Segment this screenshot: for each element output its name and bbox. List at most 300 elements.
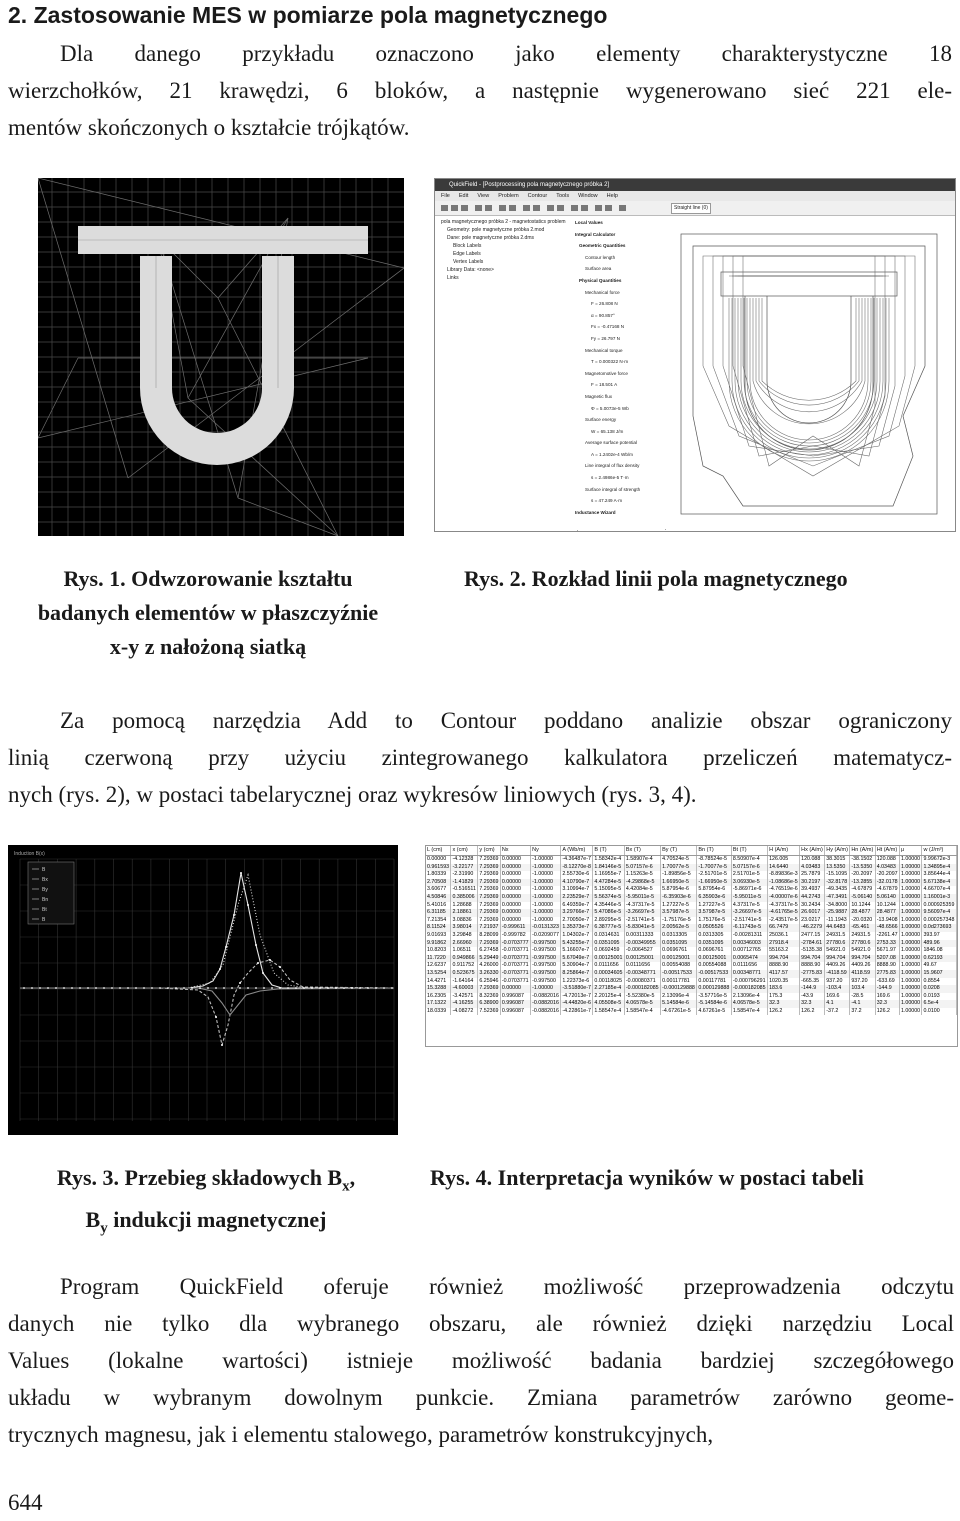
paragraph-line: mentów skończonych o kształcie trójkątów. [8,115,410,140]
menu-window[interactable]: Window [578,193,598,199]
table-cell: 7.29369 [479,878,499,885]
section-heading: 2. Zastosowanie MES w pomiarze pola magnetycznego [8,2,608,28]
table-cell: 7.29369 [479,856,499,862]
table-cell: 1.35373e-7 [561,924,593,932]
table-cell: -0.000182085 [624,985,660,993]
figure-2-quickfield-window [434,178,956,532]
table-header-cell: Hx (A/m) [800,846,825,856]
table-cell: -1.00000 [531,856,561,864]
tree-item[interactable]: pola magnetycznego próbka 2 - magnetostatics problem [441,219,566,225]
tree-item[interactable]: Links [447,275,459,281]
legend-entry: Bt [42,907,47,913]
table-header-cell: H (A/m) [768,846,800,856]
table-cell: 6.35903e-6 [697,894,731,902]
table-cell: 4.42084e-5 [624,886,660,894]
menu-file[interactable]: File [441,193,450,199]
menu-problem[interactable]: Problem [498,193,519,199]
table-cell: -4.44820e-6 [562,1000,591,1007]
table-cell: 2.13096e-4 [731,993,767,1001]
table-cell: -0.0882016 [532,1007,559,1014]
table-cell: -5.52380e-5 [624,993,660,1001]
table-cell: -0.997500 [531,955,561,963]
table-cell: 44.2743 [800,894,825,902]
table-cell: 0.00000 [500,864,530,872]
figure-1-mesh [38,178,404,536]
table-cell: 1.00000 [900,886,921,893]
table-cell: -1.70077e-5 [697,864,731,872]
zoom-select[interactable]: Straight line (0) [671,203,711,214]
table-cell: 3.57987e-5 [661,909,697,917]
table-cell: 3.60677 [426,886,451,894]
table-cell: 49.67 [922,962,957,970]
table-cell: -32.8178 [825,879,850,887]
table-cell: 8888.90 [800,962,825,970]
table-cell: -0.0703771 [501,954,529,961]
panel-item[interactable]: Contour length [585,254,616,260]
table-cell: 5.67049e-7 [561,955,593,963]
table-cell: 126.2 [768,1008,800,1016]
legend-entry: B [42,867,46,873]
caption-text: Rys. 3. Przebieg składowych B [56,1165,343,1190]
table-cell: -4.76519e-6 [769,886,798,893]
table-cell: 5.43255e-7 [561,940,593,948]
table-cell: 0.0351095 [593,940,624,948]
table-cell: 5.47086e-5 [593,909,624,917]
table-cell: -38.1502 [850,856,875,864]
table-cell: 32.3 [768,1000,800,1008]
table-cell: 0.0d273693 [922,924,957,932]
table-cell: 9.99672e-3 [922,856,957,864]
panel-item[interactable]: Magnetic flux [585,393,613,399]
panel-value: Fy = 26.797 N [591,335,620,341]
table-cell: -4.61765e-5 [769,909,798,916]
table-cell: 4.06578e-5 [624,1000,660,1008]
table-cell: 0.996087 [500,1000,530,1008]
table-cell: 7.29369 [479,939,499,946]
table-cell: -0.997500 [531,962,561,970]
table-cell: 4118.59 [850,970,875,978]
table-cell: 0.00000 [426,856,451,864]
table-row [426,932,957,940]
tree-item[interactable]: Library Data: <none> [447,267,494,273]
panel-value: s = 2.4986e-5 T·m [591,475,629,481]
table-cell: 5.67138e-4 [922,879,957,887]
table-cell: -37.2 [825,1008,850,1016]
table-cell: 1.00000 [900,947,921,954]
table-cell: -2.51741e-5 [731,917,767,925]
table-row [426,978,957,986]
table-cell: -4.37317e-5 [769,901,798,908]
table-cell: 4.35446e-5 [593,902,624,910]
table-cell: -1.66950e-5 [697,879,731,887]
table-cell: -1.00000 [531,902,561,910]
table-cell: 994.704 [800,955,825,963]
table-cell: 937.20 [825,978,850,986]
table-cell: 10.1244 [875,902,899,910]
table-cell: 2.55730e-6 [561,871,593,879]
table-cell: -1.00000 [531,985,561,993]
table-cell: 8.50907e-4 [731,856,767,864]
table-cell: -4.00007e-6 [769,893,798,900]
panel-value: A = 1.2402e-4 Wb/m [591,451,634,457]
table-cell: 23.0217 [800,917,825,925]
panel-item[interactable]: Surface integral of strength [585,486,641,492]
table-cell: -4.67261e-5 [661,1008,697,1016]
table-cell: 5207.08 [875,955,899,963]
paragraph-contour [8,702,952,813]
table-cell: 1.06511 [451,947,478,955]
table-row [426,924,957,932]
tree-item[interactable]: Block Labels [453,243,482,249]
table-cell: -20.2097 [876,871,898,878]
table-cell: 26.6017 [800,909,825,917]
table-cell: 937.20 [850,978,875,986]
panel-item[interactable]: Mechanical torque [585,347,623,353]
table-cell: 4409.26 [850,962,875,970]
table-cell: 2.23529e-7 [561,894,593,902]
table-cell: 13.5350 [825,864,850,872]
table-cell: -5.83041e-5 [624,924,660,932]
table-cell: -633.69 [875,978,899,986]
table-cell: -5.95011e-5 [731,894,767,902]
table-cell: -0.0703771 [501,977,529,984]
table-cell: 6.38777e-5 [593,924,624,932]
table-cell: 7.29369 [479,863,499,870]
menu-edit[interactable]: Edit [458,193,469,199]
table-cell: 0.8554 [922,978,957,986]
table-cell: -8.78524e-5 [697,856,731,864]
table-cell: -28.5 [850,993,875,1001]
table-cell: -0.000796291 [731,978,767,986]
table-cell: -3.26697e-5 [731,909,767,917]
table-cell: 175.3 [768,993,800,1001]
table-row [426,871,957,879]
table-cell: 0.00348771 [731,970,767,978]
tree-item[interactable]: Edge Labels [453,251,481,257]
results-table [426,846,957,1015]
table-cell: -0.0882016 [532,1000,559,1007]
table-cell: -103.4 [825,985,850,993]
table-cell: 5.41016 [426,902,451,910]
table-cell: 994.704 [768,955,800,963]
table-cell: 0.00712765 [731,947,767,955]
table-header-cell: Bt (T) [731,846,767,856]
table-cell: 0.62193 [922,955,957,963]
table-cell: 3.29848 [451,932,478,940]
page-number: 644 [8,1490,43,1515]
caption-text: indukcji magnetycznej [107,1207,327,1233]
table-cell: 2.27185e-4 [593,985,624,993]
table-cell: 0.0692459 [593,947,624,955]
table-cell: 0.00311333 [624,932,660,940]
table-cell: 0.00117781 [661,978,697,986]
table-cell: 7.29369 [479,985,499,992]
table-cell: 14.4271 [426,978,451,986]
table-cell: -34.8000 [825,902,850,910]
table-cell: 3.57987e-5 [697,909,731,917]
table-cell: -4.1 [850,1000,875,1008]
table-cell: 103.4 [850,985,875,993]
table-cell: -0.000129888 [661,985,697,993]
table-cell: 25036.1 [768,932,800,940]
table-header-cell: Hy (A/m) [825,846,850,856]
table-cell: -0.0064527 [624,947,660,955]
window-title: QuickField - [Postprocessing pola magnetycznego próbka 2] [449,182,610,188]
table-header-cell: x (cm) [451,846,478,856]
table-cell: -6.11743e-5 [731,924,767,932]
table-header-cell: Ny [531,846,561,856]
table-cell: -0.999611 [500,924,530,932]
table-cell: 1.16001e-3 [922,894,957,902]
table-cell: -0.997500 [531,947,561,955]
menu-contour[interactable]: Contour [527,193,548,199]
panel-value: Fx = -0.47168 N [591,324,625,330]
panel-local-values[interactable]: Local Values [575,220,603,225]
table-cell: 27780.6 [825,940,850,948]
table-cell: -0.997500 [531,970,561,978]
table-cell: 0.0100 [922,1008,957,1016]
table-cell: -4.37317e-5 [624,902,660,910]
table-cell: 7.29369 [479,886,499,893]
table-cell: 0.0351095 [661,940,697,948]
table-cell: 1.80339 [426,871,451,879]
table-cell: 169.6 [875,993,899,1001]
table-row [426,902,957,910]
table-row [426,886,957,894]
table-header-cell: L (cm) [426,846,451,856]
tree-item[interactable]: Vertex Labels [453,259,484,265]
paragraph-line: Dla danego przykładu oznaczono jako elementy charakterystyczne 18 [60,41,952,66]
table-header-cell: w (J/m³) [922,846,957,856]
table-cell: 1.00000 [900,871,921,878]
table-row [426,1000,957,1008]
legend-entry: By [42,887,48,893]
tree-item[interactable]: Dane: pole magnetyczne próbka 2.dms [447,235,534,241]
table-cell: 5.06140 [875,894,899,902]
table-row [426,955,957,963]
table-cell: -4.67879 [850,886,875,894]
table-cell: 30.2197 [800,879,825,887]
table-cell: 1.04302e-7 [561,932,593,940]
table-cell: -144.9 [875,985,899,993]
table-cell: 1.58342e-4 [593,856,624,864]
table-cell: 9.91862 [426,940,451,948]
table-cell: 32.3 [875,1000,899,1008]
table-cell: -1.41829 [451,879,478,887]
table-cell: -20.0320 [850,917,875,925]
table-cell: 1.00000 [900,916,921,923]
table-cell: 2.18861 [451,909,478,917]
panel-item[interactable]: Mechanical force [585,289,620,295]
table-cell: 1.00000 [900,985,921,992]
table-cell: 1.15263e-5 [624,871,660,879]
table-cell: 0.0351095 [697,940,731,948]
table-cell: 4409.26 [825,962,850,970]
table-row [426,894,957,902]
menu-view[interactable]: View [477,193,490,199]
table-cell: -4.36487e-7 [562,856,591,862]
table-cell: 1.00000 [900,901,921,908]
table-cell: 0.00554088 [661,962,697,970]
table-cell: 1.28688 [451,902,478,910]
menu-tools[interactable]: Tools [556,193,570,199]
table-cell: -4.60003 [451,985,478,993]
table-cell: 0.000925359 [922,902,957,910]
table-cell: -4118.59 [825,970,850,978]
table-cell: 2753.33 [875,940,899,948]
table-cell: 994.704 [825,955,850,963]
table-cell: 13.5254 [426,970,451,978]
window-title-bar [435,179,955,191]
panel-value: F = 18.501 A [591,382,618,388]
table-cell: 5.14584e-6 [661,1000,697,1008]
table-header-cell: A (Wb/m) [561,846,593,856]
panel-item[interactable]: Line integral of flux density [585,463,640,469]
table-cell: -0.0209077 [532,931,559,938]
table-header-cell: Nx [500,846,530,856]
table-row [426,856,957,864]
table-cell: 2477.15 [800,932,825,940]
figure-3-induction-chart [8,845,398,1135]
panel-item[interactable]: Magnetomotive force [585,370,628,376]
table-cell: 0.911752 [451,962,478,970]
table-cell: 30.2434 [800,902,825,910]
table-cell: 1.70077e-5 [661,864,697,872]
table-cell: 10.1244 [850,902,875,910]
caption-subscript: x [342,1178,350,1195]
table-cell: -47.3491 [825,894,850,902]
table-cell: 5.16607e-7 [561,947,593,955]
table-row [426,879,957,887]
legend-entry: B [42,917,46,923]
paragraph-intro [8,35,952,146]
table-cell: 7.29369 [479,893,499,900]
table-cell: 9.56097e-4 [922,909,957,917]
table-cell: 489.96 [922,940,957,948]
table-cell: 0.00000 [500,871,530,879]
table-cell: -3.51880e-7 [562,985,591,992]
table-header-cell: Hn (A/m) [850,846,875,856]
table-cell: 1.27227e-5 [697,902,731,910]
table-cell: 37.2 [850,1008,875,1016]
panel-item[interactable]: Surface energy [585,417,617,423]
table-cell: 1.66950e-5 [661,879,697,887]
table-cell: -5.95011e-5 [624,894,660,902]
table-cell: -25.9887 [825,909,850,917]
table-cell: 38.3015 [825,856,850,864]
table-cell: 4.10790e-7 [561,879,593,887]
mesh-image [38,178,404,536]
figure-2-caption: Rys. 2. Rozkład linii pola magnetycznego [464,566,848,591]
table-cell: 1.00000 [900,977,921,984]
table-cell: -32.0178 [876,878,898,885]
table-cell: 3.06930e-5 [731,879,767,887]
table-cell: 6.27458 [479,947,499,954]
table-cell: -1.00000 [531,871,561,879]
table-cell: 0.00125001 [697,955,731,963]
tree-item[interactable]: Geometry: pole magnetyczne próbka 2.mod [447,227,545,233]
table-header-cell: Ht (A/m) [875,846,899,856]
table-cell: -65.461 [850,924,875,932]
table-cell: 0.949866 [451,955,478,963]
table-cell: 8.11524 [426,924,451,932]
table-cell: 1.00000 [900,878,921,885]
table-cell: -1.00000 [531,909,561,917]
table-cell: 126.2 [800,1008,825,1016]
table-cell: 4.1 [825,1000,850,1008]
table-cell: 0.0193 [922,993,957,1001]
table-row [426,962,957,970]
table-cell: 0.00034605 [594,969,623,976]
table-cell: 17.1322 [426,1000,451,1008]
table-cell: 7.21937 [479,924,499,931]
table-cell: 4.05508e-5 [593,1000,624,1008]
table-cell: 8888.90 [875,962,899,970]
table-cell: 0.00554088 [697,962,731,970]
table-cell: 5671.97 [875,947,899,955]
table-cell: -0.00349955 [624,940,660,948]
table-cell: -1.00000 [531,886,561,894]
table-cell: -0.00517533 [661,970,697,978]
table-cell: 0.0111656 [624,962,660,970]
table-cell: 15.3288 [426,985,451,993]
table-cell: -4.67879 [876,886,898,893]
panel-item[interactable]: Surface area [585,266,612,272]
table-cell: 8.32369 [479,992,499,999]
panel-geometric[interactable]: Geometric Quantities [579,243,626,249]
table-cell: 0.385006 [451,894,478,902]
table-cell: 0.000129888 [697,985,731,993]
table-cell: 55163.2 [768,947,800,955]
paragraph-line: Program QuickField oferuje również możliwość przeprowadzenia odczytu [60,1274,954,1299]
problem-tree [435,216,578,531]
table-cell: 0.00346003 [731,940,767,948]
table-cell: 0.00118025 [593,978,624,986]
table-cell: 0.996087 [500,993,530,1001]
paragraph-line: danych nie tylko dla wybranego obszaru, ale również dzięki narzędziu Local [8,1311,954,1336]
table-cell: -1.00000 [531,864,561,872]
table-row [426,909,957,917]
menu-help[interactable]: Help [606,193,618,199]
table-cell: -5135.38 [800,947,825,955]
table-cell: -0.000182085 [731,985,767,993]
table-cell: 7.29369 [479,871,499,878]
table-cell: 4.26000 [479,962,499,969]
table-cell: -0.516511 [452,886,476,893]
table-cell: 28.4877 [850,909,875,917]
table-cell: 7.29369 [479,909,499,916]
table-cell: -1.00000 [531,917,561,925]
table-cell: 0.00000 [500,856,530,864]
table-cell: -4.22861e-7 [562,1007,591,1014]
panel-item[interactable]: Average surface potential [585,440,638,446]
table-row [426,917,957,925]
table-cell: -43.9 [800,993,825,1001]
panel-physical[interactable]: Physical Quantities [579,277,622,283]
table-cell: 1.00000 [900,856,921,862]
table-cell: 4.03483 [875,864,899,872]
table-row [426,993,957,1001]
field-lines-svg [663,216,954,529]
table-cell: -665.35 [800,978,825,986]
caption-text: B [85,1207,101,1233]
table-cell: 0.996087 [500,1008,530,1016]
panel-integral-calculator[interactable]: Integral Calculator [575,231,616,237]
panel-inductance-wizard[interactable]: Inductance Wizard [575,509,616,515]
table-cell: -1.64164 [451,978,478,986]
table-cell: 1.00000 [900,992,921,999]
table-cell: -4.72013e-7 [562,992,591,999]
